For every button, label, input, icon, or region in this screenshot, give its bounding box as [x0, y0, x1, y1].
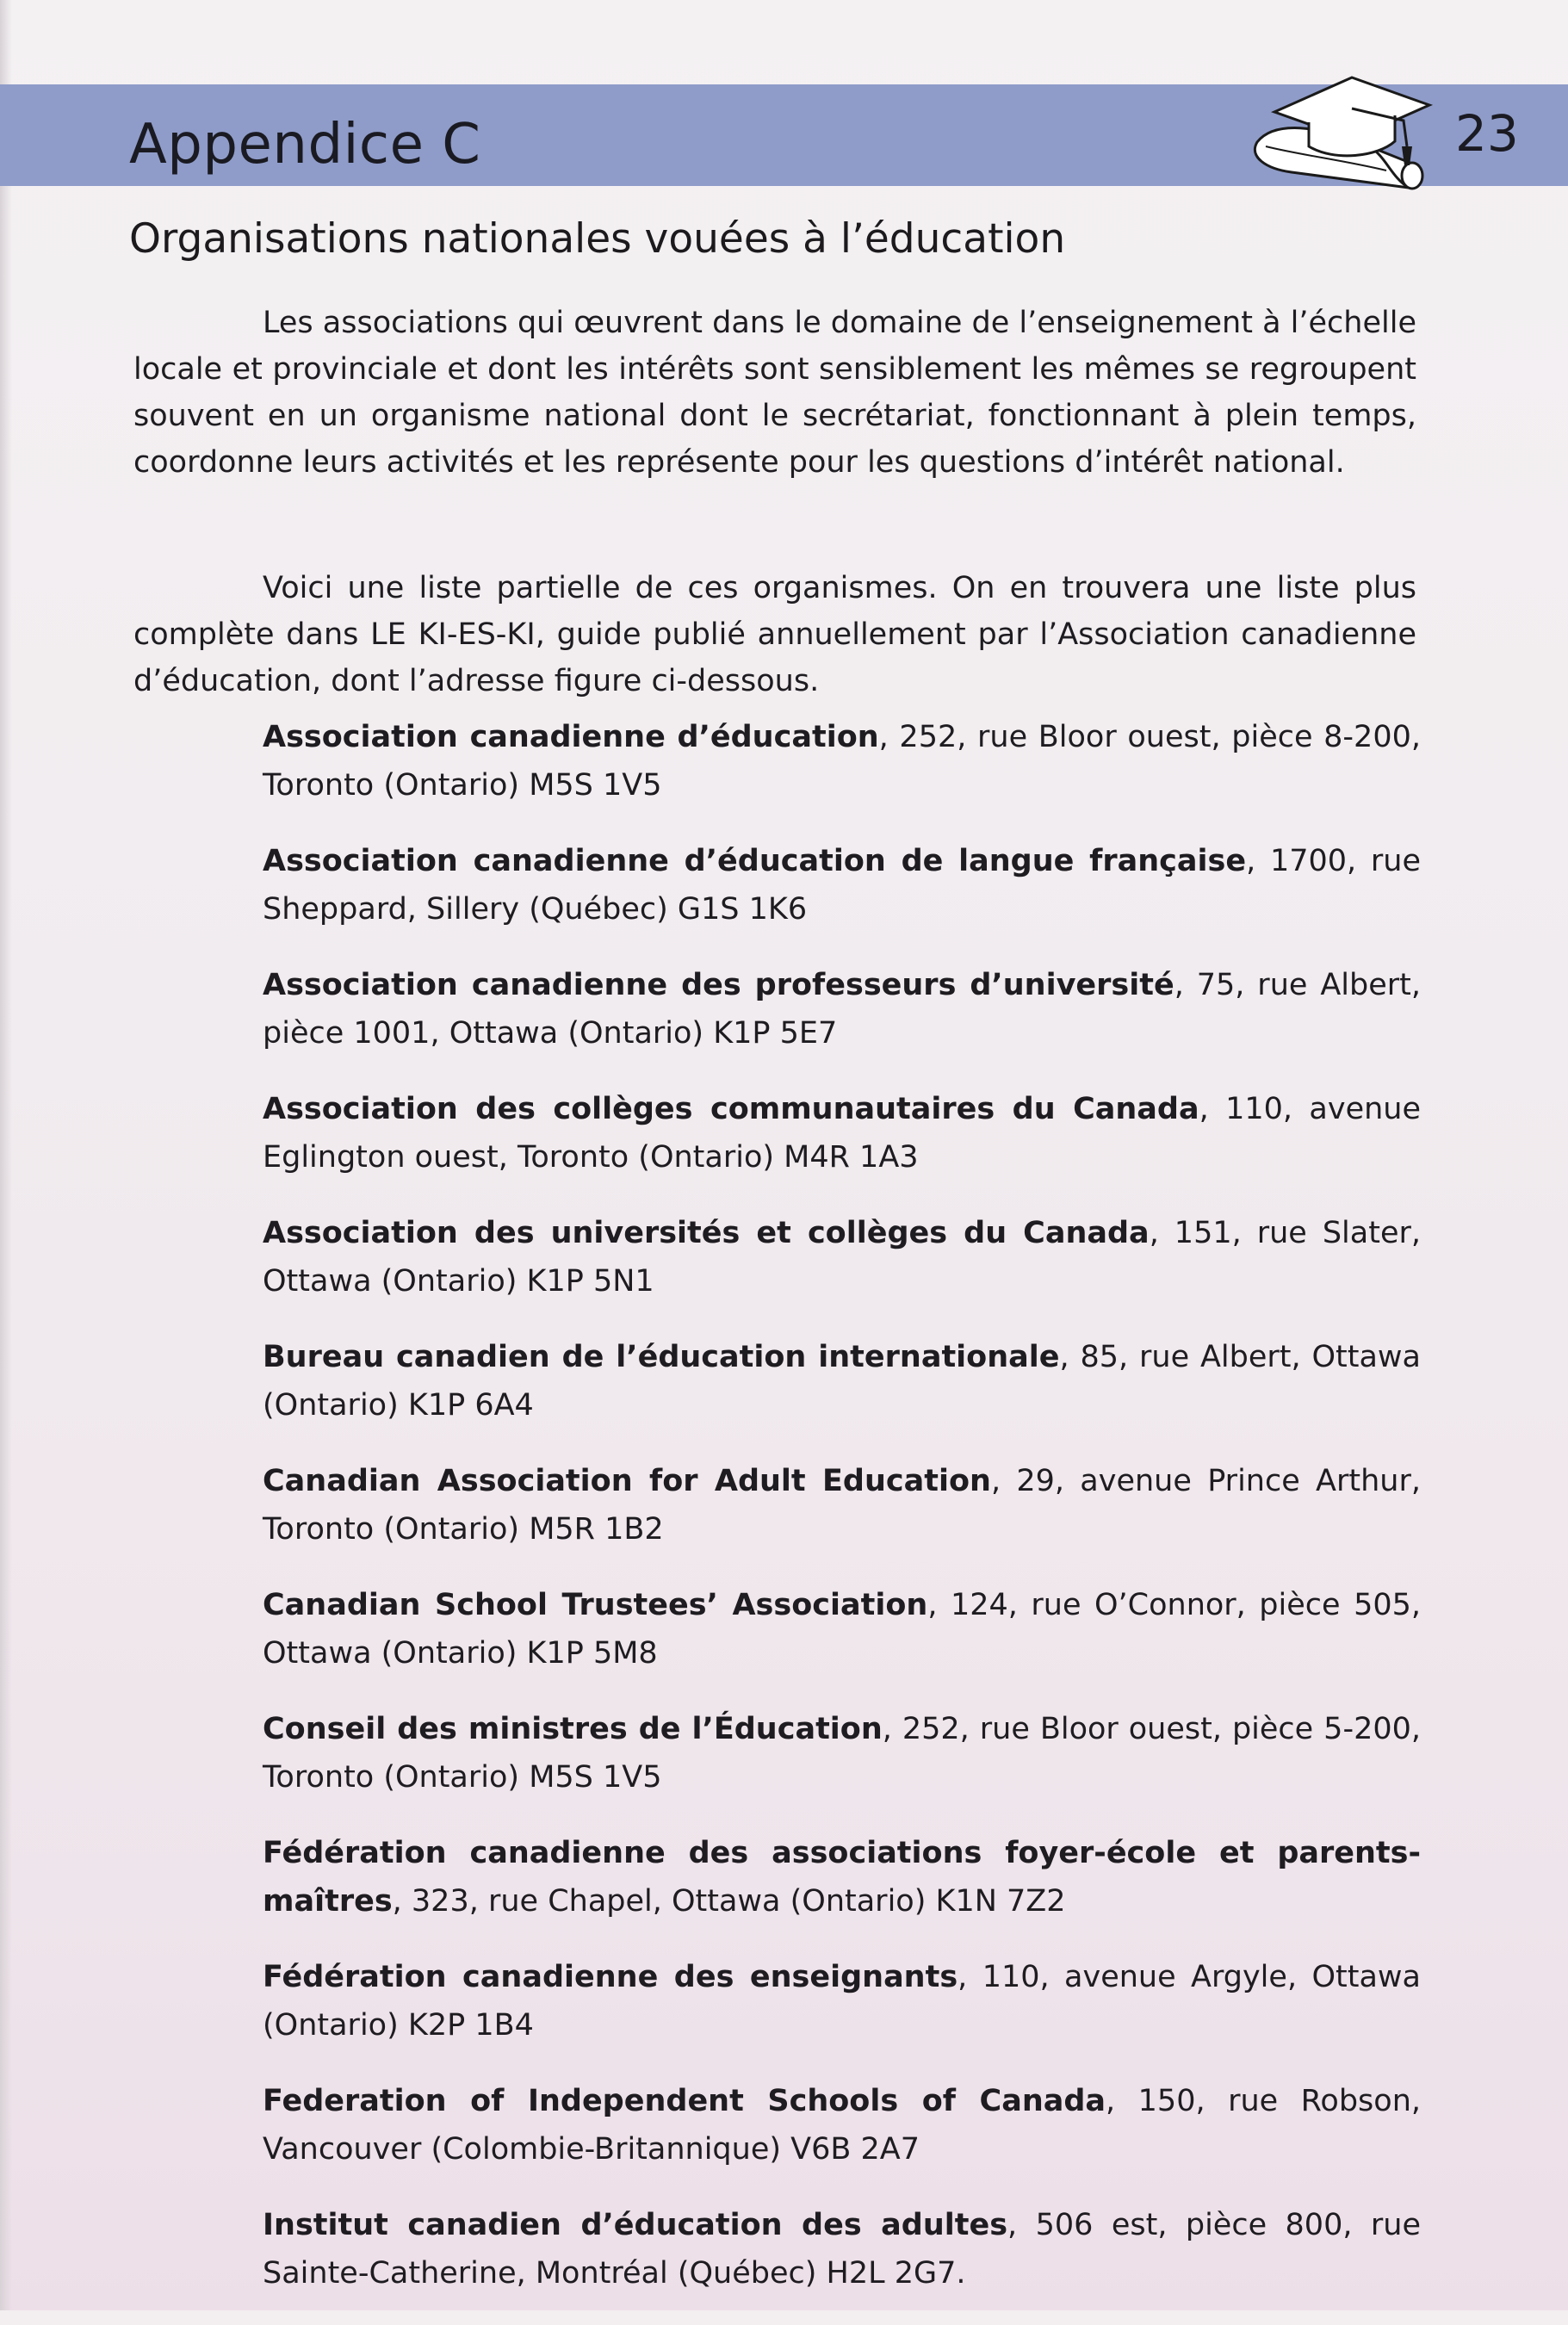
organization-list — [263, 713, 1421, 2325]
list-item — [263, 1333, 1421, 1429]
organization-address: , 323, rue Chapel, Ottawa (Ontario) K1N 7Z2 — [392, 1884, 1066, 1919]
list-item — [263, 1953, 1421, 2049]
intro-paragraph-2 — [133, 565, 1416, 704]
organization-name: Conseil des ministres de l’Éducation — [263, 1712, 883, 1746]
organization-address: , 151, rue Slater, Ottawa (Ontario) K1P 5N1 — [263, 1216, 1421, 1299]
organization-address: , 506 est, pièce 800, rue Sainte-Catherine, Montréal (Québec) H2L 2G7. — [263, 2208, 1421, 2291]
list-item — [263, 961, 1421, 1057]
intro-paragraph-1 — [133, 300, 1416, 486]
organization-address: , 252, rue Bloor ouest, pièce 5-200, Toronto (Ontario) M5S 1V5 — [263, 1712, 1422, 1795]
list-item — [263, 2201, 1421, 2297]
list-item — [263, 1829, 1421, 1925]
list-item — [263, 1457, 1421, 1553]
organization-name: Canadian Association for Adult Education — [263, 1464, 991, 1498]
organization-address: , 252, rue Bloor ouest, pièce 8-200, Toronto (Ontario) M5S 1V5 — [263, 720, 1421, 803]
list-item — [263, 1085, 1421, 1181]
organization-name: Association canadienne d’éducation — [263, 720, 879, 754]
organization-address: , 1700, rue Sheppard, Sillery (Québec) G1S 1K6 — [263, 844, 1421, 927]
page-number: 23 — [1455, 104, 1519, 163]
list-item — [263, 1209, 1421, 1305]
organization-name: Federation of Independent Schools of Canada — [263, 2084, 1106, 2118]
organization-address: , 75, rue Albert, pièce 1001, Ottawa (Ontario) K1P 5E7 — [263, 968, 1421, 1051]
organization-name: Fédération canadienne des associations foyer-école et parents-maîtres — [263, 1836, 1421, 1919]
organization-address: , 85, rue Albert, Ottawa (Ontario) K1P 6A4 — [263, 1340, 1421, 1423]
organization-address: , 29, avenue Prince Arthur, Toronto (Ontario) M5R 1B2 — [263, 1464, 1421, 1547]
list-item — [263, 2077, 1421, 2173]
organization-address: , 110, avenue Eglington ouest, Toronto (Ontario) M4R 1A3 — [263, 1092, 1422, 1175]
organization-name: Bureau canadien de l’éducation internationale — [263, 1340, 1060, 1374]
list-item — [263, 713, 1421, 809]
organization-name: Fédération canadienne des enseignants — [263, 1960, 958, 1994]
page-gutter-shadow — [0, 0, 12, 2310]
organization-address: , 124, rue O’Connor, pièce 505, Ottawa (Ontario) K1P 5M8 — [263, 1588, 1421, 1671]
organization-address: , 150, rue Robson, Vancouver (Colombie-Britannique) V6B 2A7 — [263, 2084, 1421, 2167]
organization-name: Canadian School Trustees’ Association — [263, 1588, 928, 1622]
chapter-title: Appendice C — [129, 113, 481, 177]
list-item — [263, 837, 1421, 933]
intro-text-2: Voici une liste partielle de ces organismes. On en trouvera une liste plus complète dans LE KI-ES-KI, guide publié annuellement par l’Association canadienne d’éducation, dont l’adresse figure ci-dessous. — [133, 571, 1416, 698]
section-heading: Organisations nationales vouées à l’éducation — [129, 215, 1066, 263]
intro-text-1: Les associations qui œuvrent dans le domaine de l’enseignement à l’échelle locale et provinciale et dont les intérêts sont sensiblement les mêmes se regroupent souvent en un organisme national dont le secrétariat, fonctionnant à plein temps, coordonne leurs activités et les représente pour les questions d’intérêt national. — [133, 306, 1416, 480]
organization-name: Association canadienne d’éducation de langue française — [263, 844, 1247, 878]
list-item — [263, 1581, 1421, 1677]
list-item — [263, 1705, 1421, 1801]
organization-name: Association des universités et collèges du Canada — [263, 1216, 1150, 1250]
organization-name: Association canadienne des professeurs d’université — [263, 968, 1174, 1002]
organization-name: Institut canadien d’éducation des adultes — [263, 2208, 1008, 2242]
organization-name: Association des collèges communautaires du Canada — [263, 1092, 1199, 1126]
organization-address: , 110, avenue Argyle, Ottawa (Ontario) K2P 1B4 — [263, 1960, 1421, 2043]
graduation-cap-diploma-icon — [1240, 60, 1438, 207]
